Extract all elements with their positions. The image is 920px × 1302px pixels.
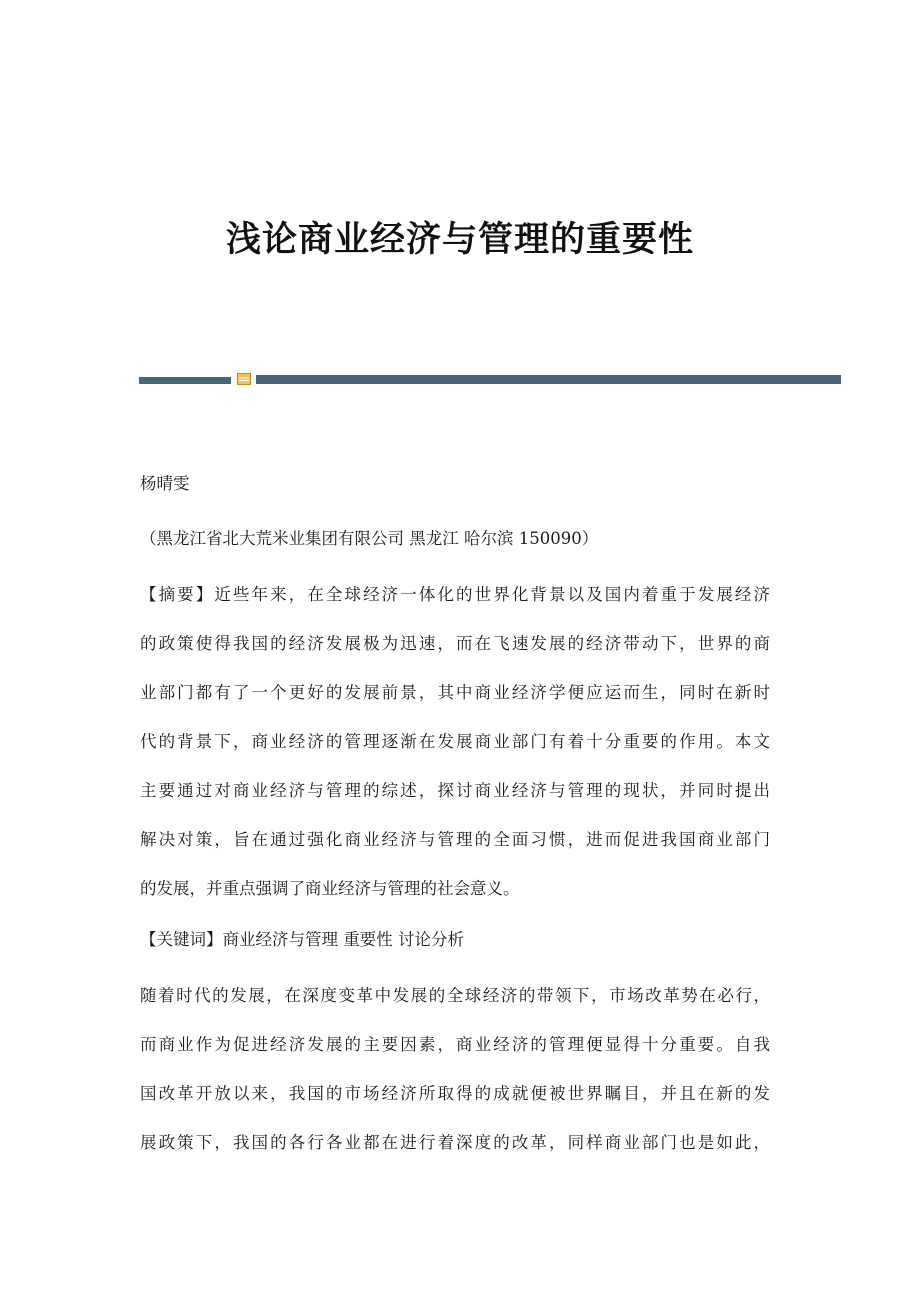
body-line: 而商业作为促进经济发展的主要因素，商业经济的管理便显得十分重要。自我 [140, 1035, 770, 1054]
abstract-line: 的政策使得我国的经济发展极为迅速，而在飞速发展的经济带动下，世界的商 [140, 634, 770, 653]
divider-bar-right [256, 375, 841, 384]
abstract-line: 业部门都有了一个更好的发展前景，其中商业经济学便应运而生，同时在新时 [140, 683, 770, 702]
body-line: 随着时代的发展，在深度变革中发展的全球经济的带领下，市场改革势在必行， [140, 986, 770, 1005]
abstract-line: 解决对策，旨在通过强化商业经济与管理的全面习惯，进而促进我国商业部门 [140, 830, 770, 849]
abstract-line: 代的背景下，商业经济的管理逐渐在发展商业部门有着十分重要的作用。本文 [140, 732, 770, 751]
body-line: 国改革开放以来，我国的市场经济所取得的成就便被世界瞩目，并且在新的发 [140, 1084, 770, 1103]
divider-bar-left [139, 377, 231, 384]
title-divider [139, 373, 841, 387]
document-title: 浅论商业经济与管理的重要性 [225, 219, 694, 260]
divider-badge-icon [237, 373, 251, 385]
abstract-line: 的发展，并重点强调了商业经济与管理的社会意义。 [140, 879, 520, 898]
author-affiliation: （黑龙江省北大荒米业集团有限公司 黑龙江 哈尔滨 150090） [140, 529, 599, 548]
author-name: 杨晴雯 [140, 474, 190, 493]
body-line: 展政策下，我国的各行各业都在进行着深度的改革，同样商业部门也是如此， [140, 1133, 770, 1152]
keywords-line: 【关键词】商业经济与管理 重要性 讨论分析 [140, 930, 464, 949]
abstract-line: 主要通过对商业经济与管理的综述，探讨商业经济与管理的现状，并同时提出 [140, 781, 770, 800]
abstract-line: 【摘要】近些年来，在全球经济一体化的世界化背景以及国内着重于发展经济 [140, 585, 770, 604]
